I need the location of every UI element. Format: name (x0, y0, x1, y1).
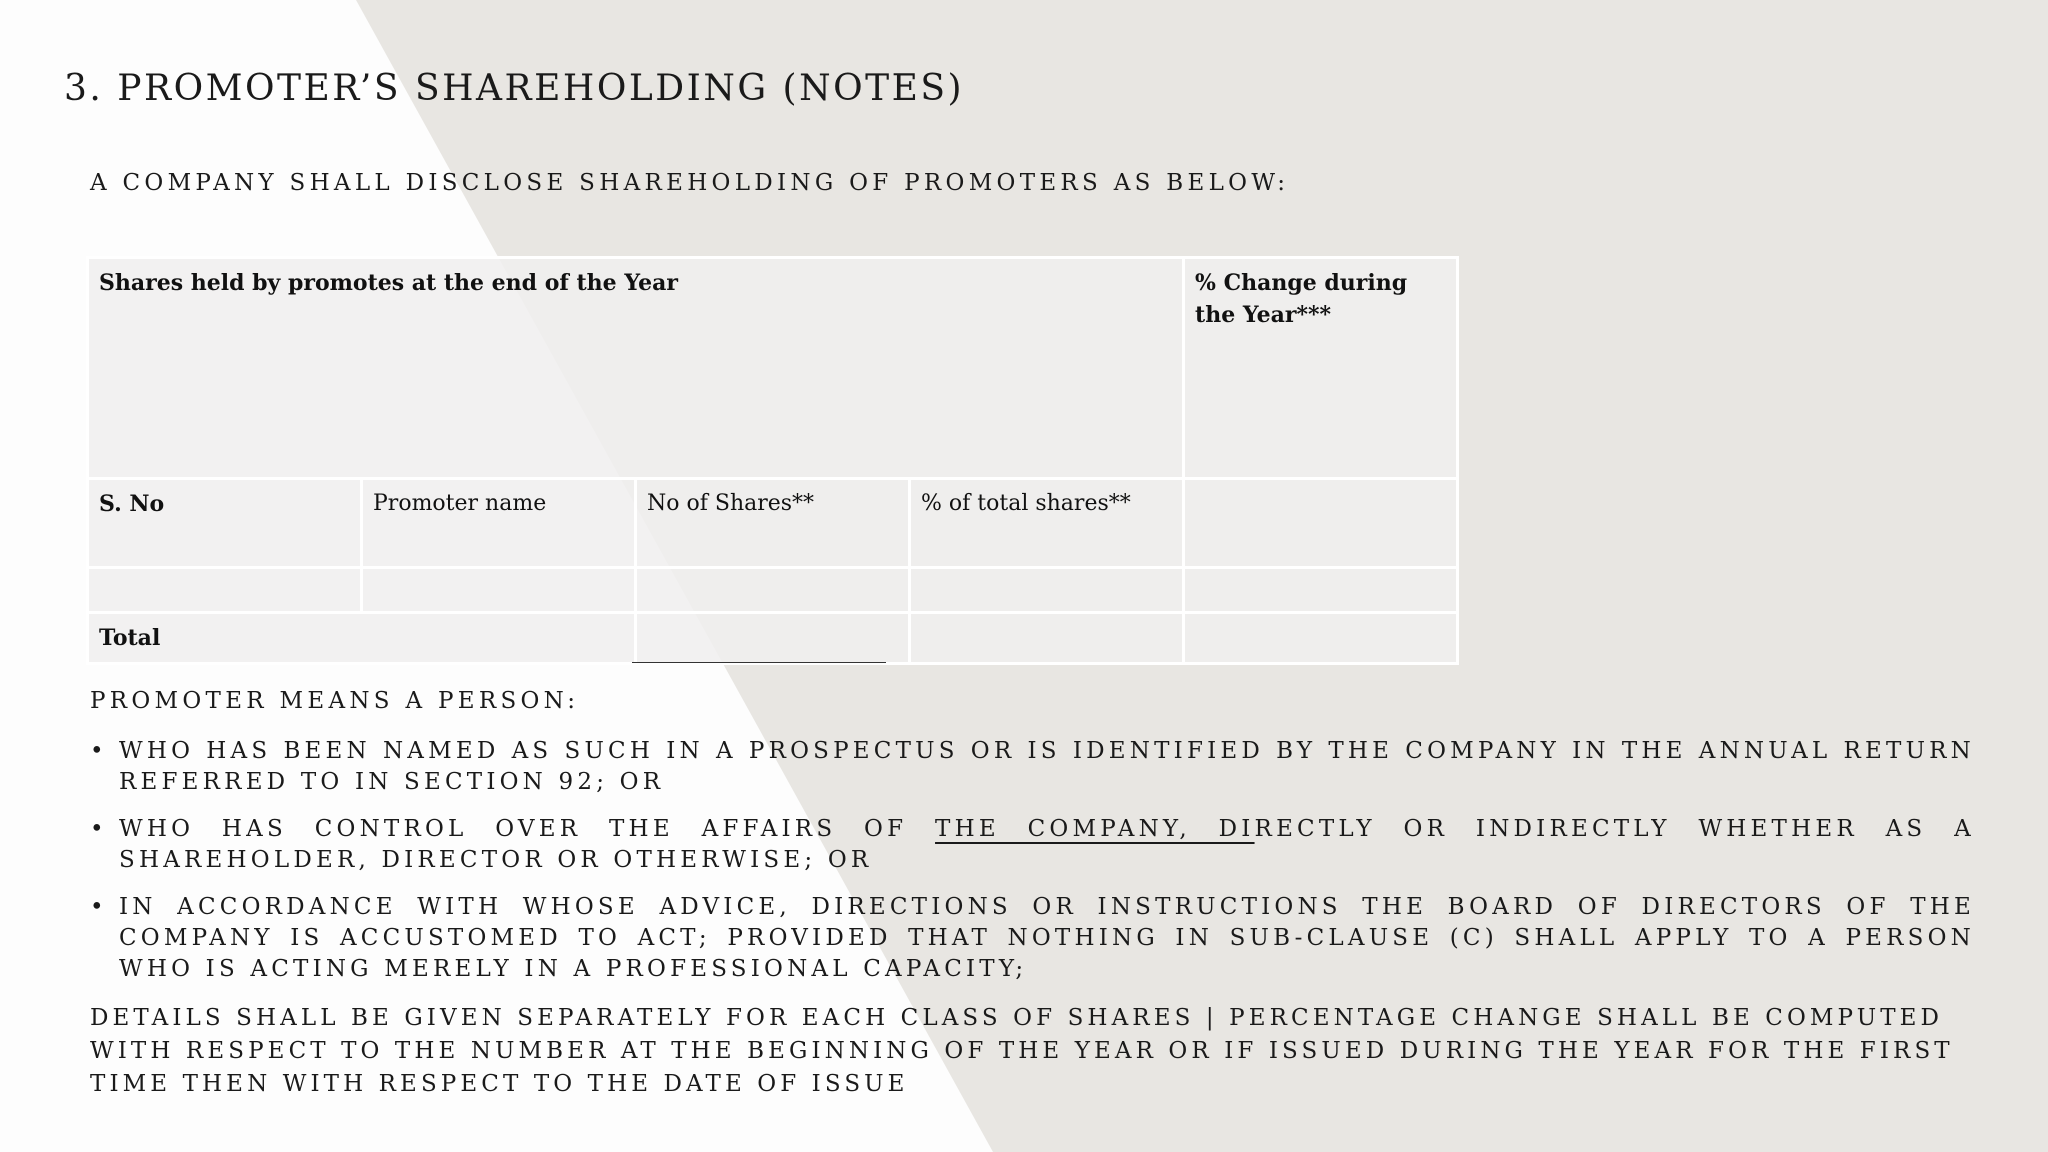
table-cell (88, 568, 362, 613)
bullet-text-2-end: RECTLY OR INDIRECTLY WHETHER AS A SHAREHOLDER, DIRECTOR OR OTHERWISE; OR (119, 816, 1975, 873)
bullet-icon: • (90, 894, 104, 920)
table-cell (362, 568, 636, 613)
bullet-icon: • (90, 816, 104, 842)
table-columns-row (88, 479, 1458, 568)
col-promoter-name: Promoter name (362, 479, 636, 568)
table-cell (1184, 613, 1458, 664)
divider-line (632, 662, 886, 663)
bullet-text-1: WHO HAS BEEN NAMED AS SUCH IN A PROSPECTUS OR IS IDENTIFIED BY THE COMPANY IN THE ANNUAL RETURN REFERRED TO IN SECTION 92; OR (119, 738, 1975, 795)
list-item (90, 736, 1975, 798)
col-no-of-shares: No of Shares** (636, 479, 910, 568)
table-header-row (88, 258, 1458, 479)
table-total-row (88, 613, 1458, 664)
bullet-text-3: IN ACCORDANCE WITH WHOSE ADVICE, DIRECTIONS OR INSTRUCTIONS THE BOARD OF DIRECTORS OF THE COMPANY IS ACCUSTOMED TO ACT; PROVIDED THAT NOTHING IN SUB-CLAUSE (C) SHALL APPLY TO A PERSON WHO IS ACTING MERELY IN A PROFESSIONAL CAPACITY; (119, 894, 1975, 982)
col-empty (1184, 479, 1458, 568)
header-percent-change: % Change during the Year*** (1184, 258, 1458, 479)
table-cell (636, 568, 910, 613)
table-cell (910, 613, 1184, 664)
bullet-icon: • (90, 738, 104, 764)
table-row (88, 568, 1458, 613)
list-item (90, 892, 1975, 985)
col-sno: S. No (88, 479, 362, 568)
list-item (90, 814, 1975, 876)
table-cell (910, 568, 1184, 613)
intro-text: A COMPANY SHALL DISCLOSE SHAREHOLDING OF PROMOTERS AS BELOW: (90, 170, 1290, 196)
table-cell (636, 613, 910, 664)
promoter-heading: PROMOTER MEANS A PERSON: (90, 688, 580, 714)
details-note: DETAILS SHALL BE GIVEN SEPARATELY FOR EACH CLASS OF SHARES | PERCENTAGE CHANGE SHALL BE COMPUTED WITH RESPECT TO THE NUMBER AT THE BEGINNING OF THE YEAR OR IF ISSUED DURING THE YEAR FOR THE FIRST TIME THEN WITH RESPECT TO THE DATE OF ISSUE (90, 1005, 1954, 1097)
col-percent-total-shares: % of total shares** (910, 479, 1184, 568)
total-label: Total (88, 613, 636, 664)
header-shares-held: Shares held by promotes at the end of the Year (88, 258, 1184, 479)
promoter-definition-list (90, 736, 1975, 1001)
table-cell (1184, 568, 1458, 613)
shareholding-table (86, 256, 1459, 665)
hyperlink-company[interactable]: THE COMPANY, DI (935, 816, 1255, 842)
bullet-text-2-start: WHO HAS CONTROL OVER THE AFFAIRS OF (119, 816, 936, 842)
page-title: 3. PROMOTER’S SHAREHOLDING (NOTES) (64, 68, 965, 109)
